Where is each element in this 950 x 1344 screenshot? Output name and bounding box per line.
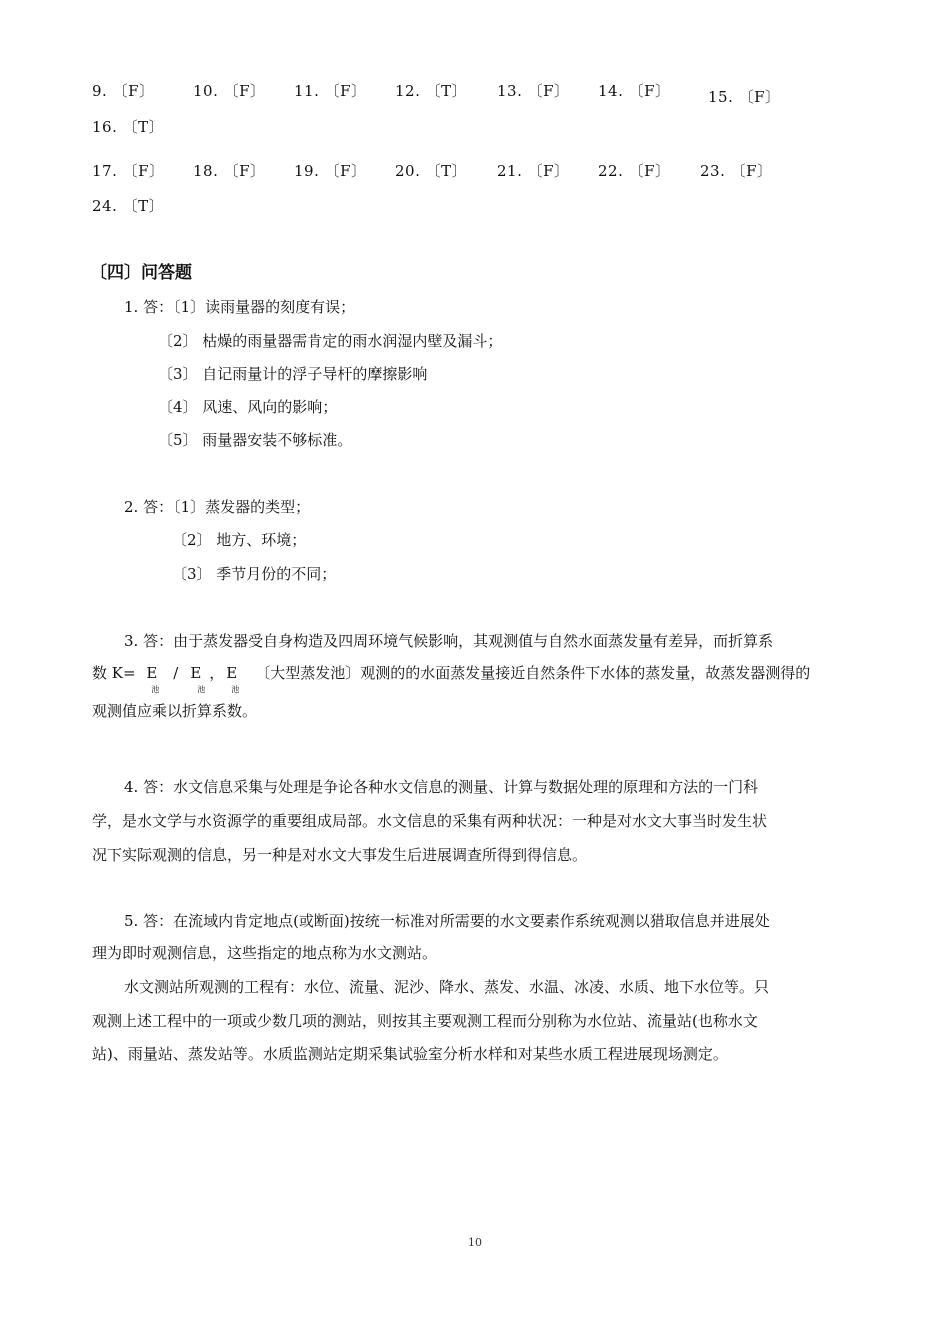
q1-line: 〔3〕 自记雨量计的浮子导杆的摩擦影响: [158, 365, 428, 383]
q3-line2-rest: 〔大型蒸发池〕观测的的水面蒸发量接近自然条件下水体的蒸发量，故蒸发器测得的: [255, 664, 811, 682]
tf-answer-15: 15. 〔F〕: [708, 88, 781, 106]
q2-line: 〔2〕 地方、环境；: [172, 531, 307, 549]
tf-answer-12: 12. 〔T〕: [395, 82, 468, 100]
tf-answer-22: 22. 〔F〕: [598, 162, 671, 180]
q5-line: 5. 答：在流域内肯定地点(或断面)按统一标准对所需要的水文要素作系统观测以猎取信息并进展处: [124, 912, 770, 930]
section-title: 〔四〕问答题: [90, 263, 192, 283]
q5-line: 理为即时观测信息，这些指定的地点称为水文测站。: [92, 944, 438, 962]
q3-e3: E: [226, 664, 238, 682]
tf-answer-17: 17. 〔F〕: [92, 162, 165, 180]
q5-line: 水文测站所观测的工程有：水位、流量、泥沙、降水、蒸发、水温、冰凌、水质、地下水位等。只: [124, 978, 770, 996]
q3-formula-prefix: 数 K=: [92, 664, 141, 682]
q5-line: 站)、雨量站、蒸发站等。水质监测站定期采集试验室分析水样和对某些水质工程进展现场测定。: [92, 1045, 728, 1063]
q3-sub1: 池: [151, 685, 160, 694]
tf-answer-10: 10. 〔F〕: [193, 82, 266, 100]
tf-answer-23: 23. 〔F〕: [700, 162, 773, 180]
q3-sub3: 池: [231, 685, 240, 694]
q3-sub2: 池: [197, 685, 206, 694]
q2-line: 〔3〕 季节月份的不同；: [172, 565, 337, 583]
tf-answer-9: 9. 〔F〕: [92, 82, 155, 100]
q2-line: 2. 答：〔1〕蒸发器的类型；: [124, 498, 311, 516]
tf-answer-24: 24. 〔T〕: [92, 197, 165, 215]
tf-answer-16: 16. 〔T〕: [92, 118, 165, 136]
tf-answer-14: 14. 〔F〕: [598, 82, 671, 100]
q1-line: 〔4〕 风速、风向的影响；: [158, 398, 338, 416]
q3-formula-line: [92, 662, 811, 694]
tf-answer-18: 18. 〔F〕: [193, 162, 266, 180]
q3-line: 3. 答：由于蒸发器受自身构造及四周环境气候影响，其观测值与自然水面蒸发量有差异，而折算系: [124, 632, 774, 650]
q4-line: 4. 答：水文信息采集与处理是争论各种水文信息的测量、计算与数据处理的原理和方法的一门科: [124, 778, 759, 796]
q3-comma: ，: [209, 664, 225, 682]
q3-e2: E: [190, 664, 202, 682]
q4-line: 学，是水文学与水资源学的重要组成局部。水文信息的采集有两种状况：一种是对水文大事当时发生状: [92, 812, 768, 830]
tf-answer-21: 21. 〔F〕: [497, 162, 570, 180]
tf-answer-19: 19. 〔F〕: [294, 162, 367, 180]
q3-slash: /: [173, 664, 179, 682]
q4-line: 况下实际观测的信息，另一种是对水文大事发生后进展调查所得到得信息。: [92, 846, 588, 864]
q5-line: 观测上述工程中的一项或少数几项的测站，则按其主要观测工程而分别称为水位站、流量站(也称水文: [92, 1012, 758, 1030]
tf-answer-11: 11. 〔F〕: [294, 82, 367, 100]
q1-line: 〔2〕 枯燥的雨量器需肯定的雨水润湿内壁及漏斗；: [158, 332, 503, 350]
page-number: 10: [468, 1236, 482, 1249]
tf-answer-13: 13. 〔F〕: [497, 82, 570, 100]
q3-e1: E: [146, 664, 158, 682]
q1-line: 〔5〕 雨量器安装不够标准。: [158, 431, 353, 449]
tf-answer-20: 20. 〔T〕: [395, 162, 468, 180]
q3-line: 观测值应乘以折算系数。: [92, 702, 258, 720]
q1-line: 1. 答：〔1〕读雨量器的刻度有误；: [124, 298, 356, 316]
